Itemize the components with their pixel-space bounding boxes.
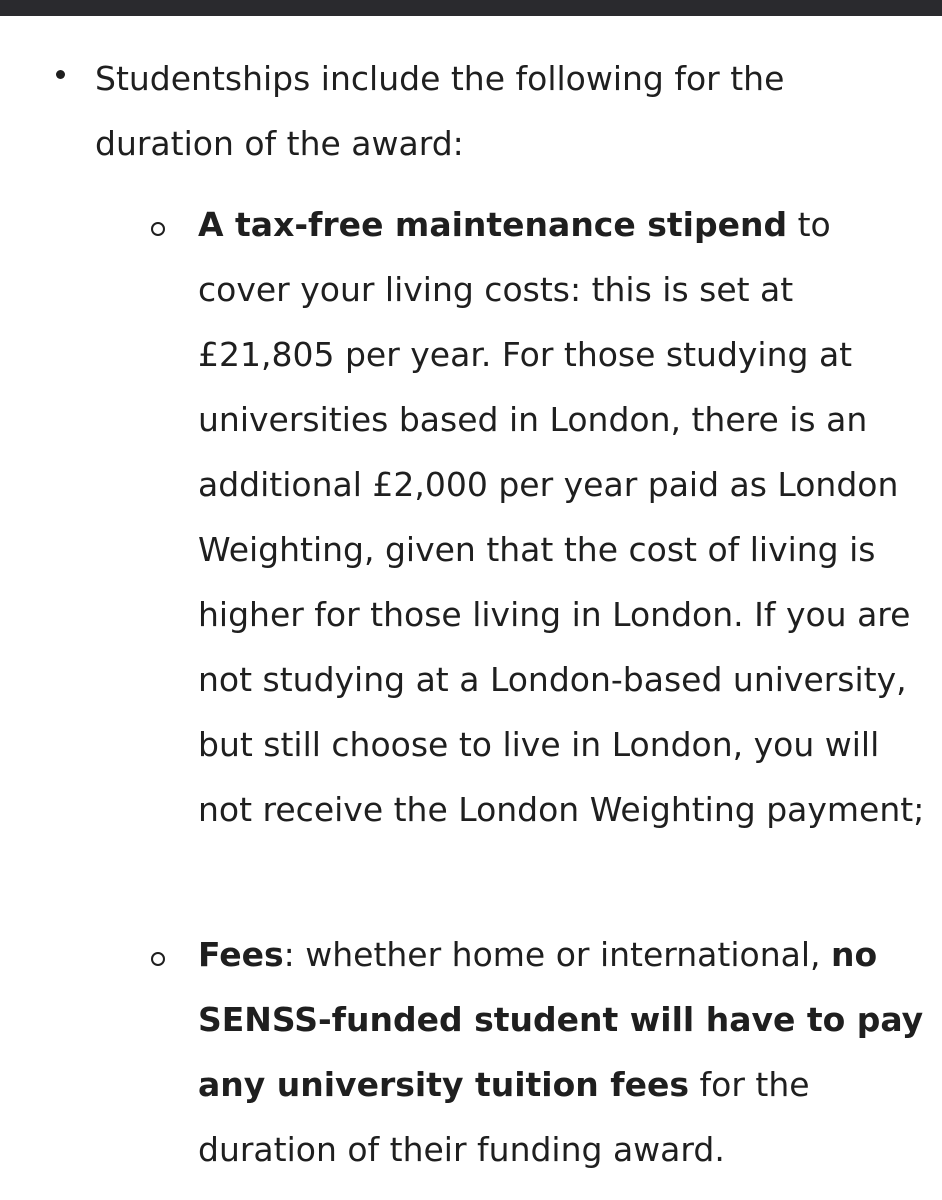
circle-bullet-icon [151, 222, 165, 236]
bold-mid: no SENSS-funded student will have to pay any university tuition fees [198, 935, 924, 1104]
bold-lead: A tax-free maintenance stipend [198, 205, 788, 244]
sub-list-item-text [198, 192, 928, 842]
item-rest: to cover your living costs: this is set at £21,805 per year. For those studying at universities based in London, there is an additional £2,000 per year paid as London Weighting, given that the cost of living is higher for those living in London. If you are not studying at a London-based university, but still choose to live in London, you will not receive the London Weighting payment; [198, 205, 925, 829]
circle-bullet-icon [151, 952, 165, 966]
outer-list-item: Studentships include the following for the duration of the award: [95, 59, 785, 163]
top-bar [0, 0, 942, 16]
item-middle: : whether home or international, [283, 935, 831, 974]
item-tail: for the duration of their funding award. [198, 1065, 810, 1169]
sub-list-item-text [198, 922, 928, 1182]
bullet-icon [56, 70, 65, 79]
bold-lead: Fees [198, 935, 284, 974]
